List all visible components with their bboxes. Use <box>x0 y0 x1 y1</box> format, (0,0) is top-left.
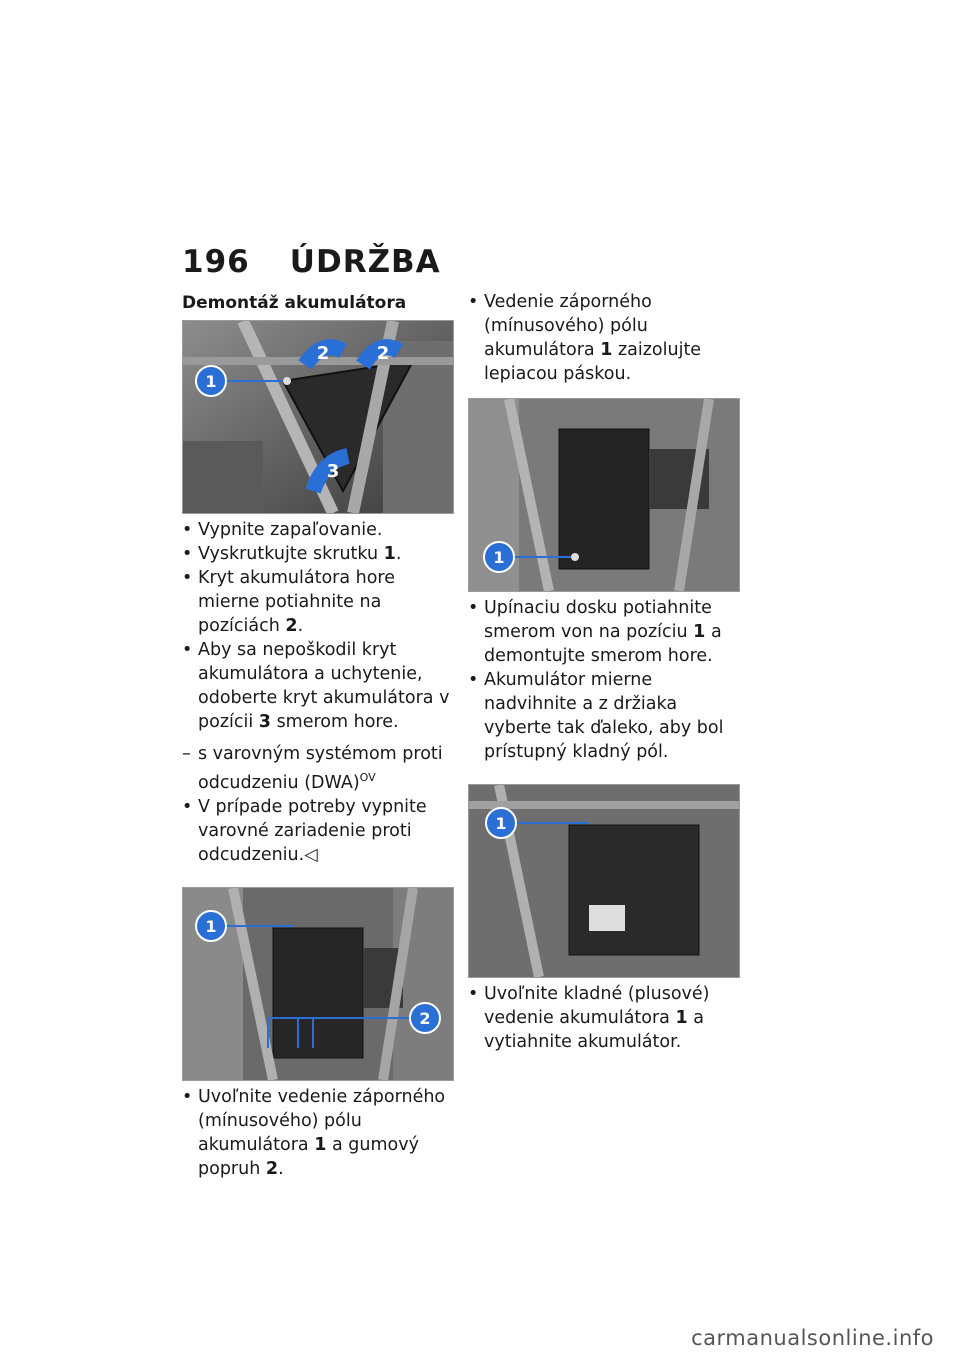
section-title: Demontáž akumulátora <box>182 293 407 313</box>
steps-list-4 <box>468 596 740 764</box>
end-mark: ◁ <box>304 844 318 865</box>
left-column <box>182 292 454 1181</box>
svg-text:1: 1 <box>495 814 507 833</box>
steps-list-5 <box>468 982 740 1054</box>
step: • Akumulátor mierne nadvihnite a z držiaka vyberte tak ďaleko, aby bol prístupný kladný pól. <box>468 668 740 764</box>
callout-marker <box>196 911 226 941</box>
step: • Aby sa nepoškodil kryt akumulátora a uchytenie, odoberte kryt akumulátora v pozícii 3 smerom hore. <box>182 638 454 734</box>
photo-battery-cover <box>182 320 454 514</box>
svg-text:2: 2 <box>419 1008 431 1028</box>
step: • Kryt akumulátora hore mierne potiahnite na pozíciách 2. <box>182 566 454 638</box>
steps-list-3 <box>468 290 740 386</box>
watermark: carmanualsonline.info <box>691 1326 934 1350</box>
step: • Vypnite zapaľovanie. <box>182 518 454 542</box>
chapter-title: ÚDRŽBA <box>289 244 441 280</box>
callout-marker <box>484 542 514 572</box>
callout-marker <box>486 808 516 838</box>
photo-negative-terminal <box>182 887 454 1081</box>
photo-positive-terminal <box>468 784 740 978</box>
condition-note: – s varovným systémom proti odcudzeniu (DWA)$^{OV}$ <box>182 742 454 795</box>
svg-text:2: 2 <box>376 343 390 364</box>
steps-list-alarm <box>182 795 454 867</box>
step: • Vedenie záporného (mínusového) pólu akumulátora 1 zaizolujte lepiacou páskou. <box>468 290 740 386</box>
steps-list-1 <box>182 518 454 734</box>
step: • V prípade potreby vypnite varovné zariadenie proti odcudzeniu.◁ <box>182 795 454 867</box>
step: • Upínaciu dosku potiahnite smerom von na pozíciu 1 a demontujte smerom hore. <box>468 596 740 668</box>
callout-marker <box>196 366 226 396</box>
svg-text:1: 1 <box>493 548 505 567</box>
page-number: 196 <box>182 244 250 280</box>
svg-text:1: 1 <box>205 372 217 391</box>
step: • Vyskrutkujte skrutku 1. <box>182 542 454 566</box>
steps-list-2 <box>182 1085 454 1181</box>
callout-marker <box>410 1003 440 1033</box>
photo-clamp-plate <box>468 398 740 592</box>
step: • Uvoľnite vedenie záporného (mínusového) pólu akumulátora 1 a gumový popruh 2. <box>182 1085 454 1181</box>
right-column <box>468 290 740 1054</box>
step: • Uvoľnite kladné (plusové) vedenie akumulátora 1 a vytiahnite akumulátor. <box>468 982 740 1054</box>
svg-text:1: 1 <box>205 916 217 936</box>
page-header <box>182 244 441 280</box>
svg-text:2: 2 <box>316 343 330 364</box>
svg-text:3: 3 <box>326 461 340 482</box>
